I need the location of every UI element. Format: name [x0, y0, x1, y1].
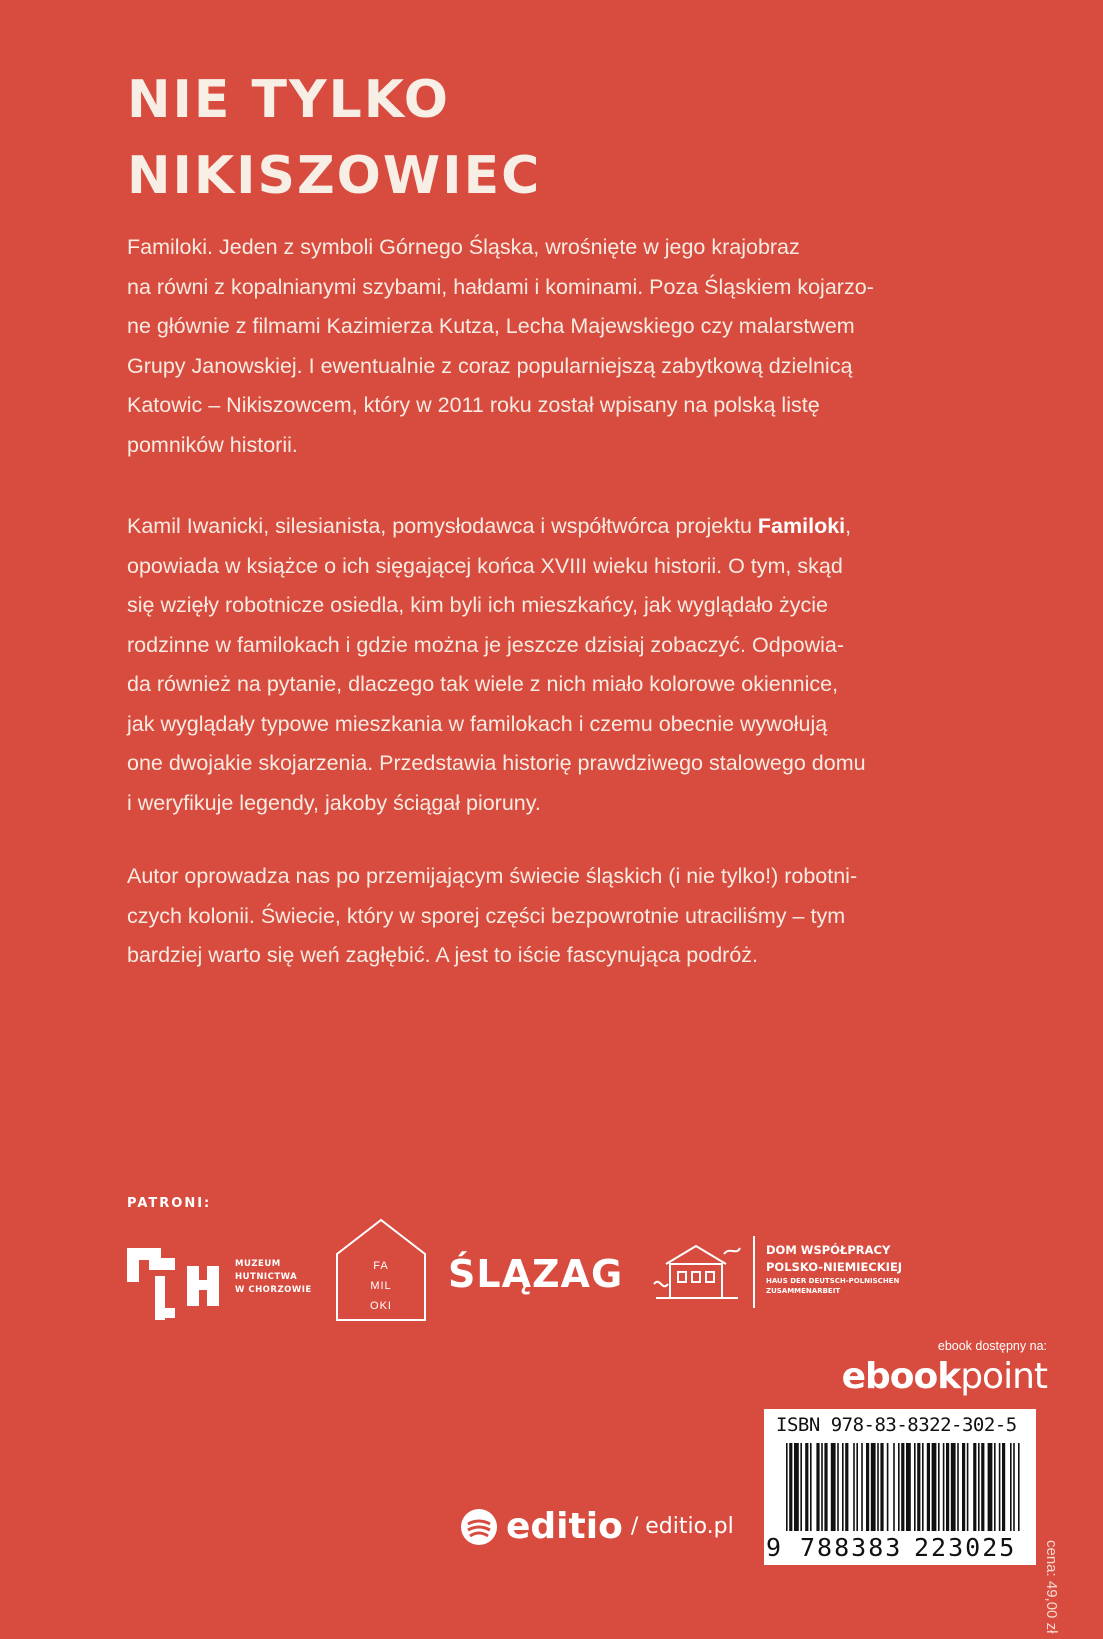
patrons-label: PATRONI: — [127, 1196, 212, 1211]
text-line — [127, 507, 987, 547]
barcode-bar — [831, 1443, 836, 1531]
text-line: Katowic – Nikiszowcem, który w 2011 roku został wpisany na polską listę — [127, 393, 820, 417]
barcode-bar — [824, 1443, 827, 1531]
text-line: pomników historii. — [127, 432, 298, 457]
barcode-bar — [922, 1443, 924, 1531]
text-line: się wzięły robotnicze osiedla, kim byli ich mieszkańcy, jak wyglądało życie — [127, 593, 829, 617]
barcode-bar — [871, 1443, 876, 1531]
building-icon — [652, 1236, 742, 1306]
barcode-group-2: 223025 — [914, 1533, 1017, 1562]
barcode-bar — [842, 1443, 844, 1531]
barcode-bar — [988, 1443, 993, 1531]
blurb-paragraph-2 — [127, 507, 987, 823]
text-line: opowiada w książce o ich sięgającej końca XVIII wieku historii. O tym, skąd — [127, 553, 843, 578]
text-line: na równi z kopalnianymi szybami, hałdami i kominami. Poza Śląskiem kojarzo- — [127, 274, 874, 299]
text-line: one dwojakie skojarzenia. Przedstawia historię prawdziwego stalowego domu — [127, 751, 866, 775]
mh-logo-icon — [127, 1248, 227, 1328]
barcode-bar — [938, 1443, 940, 1531]
barcode-bar — [914, 1443, 916, 1531]
title-line-1: NIE TYLKO — [127, 70, 450, 130]
ebook-note: ebook dostępny na: — [937, 1339, 1047, 1353]
text-line: bardziej warto się weń zagłębić. A jest to iście fascynująca podróż. — [127, 943, 758, 967]
muzeum-name — [235, 1258, 312, 1297]
barcode-bar — [837, 1443, 839, 1531]
text-fragment: , — [845, 514, 852, 538]
price: cena: 49,00 zł — [1043, 1540, 1060, 1634]
ebookpoint-logo — [842, 1356, 1047, 1397]
barcode-bar — [877, 1443, 879, 1531]
barcode-bar — [810, 1443, 812, 1531]
barcode-bar — [866, 1443, 869, 1531]
blurb-paragraph-1 — [127, 228, 987, 465]
barcode-bar — [957, 1443, 959, 1531]
muzeum-line-2: HUTNICTWA — [235, 1272, 298, 1282]
editio-url: / editio.pl — [630, 1514, 734, 1539]
ebook-brand-bold: ebook — [841, 1356, 961, 1397]
barcode-bar — [962, 1443, 965, 1531]
familoki-logo — [335, 1218, 427, 1322]
text-line: Grupy Janowskiej. I ewentualnie z coraz popularniejszą zabytkową dzielnicą — [127, 353, 853, 378]
barcode-bar — [821, 1443, 823, 1531]
dom-line-1: DOM WSPÓŁPRACY — [766, 1243, 891, 1257]
text-line: ne głównie z filmami Kazimierza Kutza, Lecha Majewskiego czy malarstwem — [127, 314, 855, 338]
barcode-bar — [893, 1443, 895, 1531]
barcode-bar — [999, 1443, 1001, 1531]
barcode-bar — [898, 1443, 900, 1531]
barcode-bar — [816, 1443, 819, 1531]
barcode-bar — [906, 1443, 911, 1531]
text-fragment: Kamil Iwanicki, silesianista, pomysłodawca i współtwórca projektu — [127, 514, 758, 538]
barcode-digit-first: 9 — [766, 1533, 782, 1562]
dom-line-4: ZUSAMMENARBEIT — [766, 1287, 841, 1295]
barcode-bar — [880, 1443, 883, 1531]
barcode-bar — [981, 1443, 984, 1531]
barcode-bar — [994, 1443, 996, 1531]
barcode-bar — [973, 1443, 976, 1531]
barcode-bar — [1002, 1443, 1005, 1531]
muzeum-line-3: W CHORZOWIE — [235, 1285, 312, 1295]
barcode-bar — [856, 1443, 858, 1531]
project-name: Familoki — [757, 514, 846, 538]
text-line: i weryfikuje legendy, jakoby ściągał pioruny. — [127, 790, 541, 815]
barcode-bar — [861, 1443, 863, 1531]
dom-line-3: HAUS DER DEUTSCH-POLNISCHEN — [766, 1277, 900, 1285]
barcode-bar — [794, 1443, 799, 1531]
text-line: Autor oprowadza nas po przemijającym świecie śląskich (i nie tylko!) robotni- — [127, 864, 858, 888]
blurb-paragraph-3 — [127, 857, 987, 976]
muzeum-logo — [127, 1248, 327, 1328]
barcode-bar — [1010, 1443, 1012, 1531]
text-line: da również na pytanie, dlaczego tak wiele z nich miało kolorowe okiennice, — [127, 672, 839, 696]
title-line-2: NIKISZOWIEC — [127, 146, 542, 206]
dom-wspolpracy-logo — [652, 1236, 912, 1314]
editio-brand: editio — [506, 1506, 623, 1547]
barcode-bar — [853, 1443, 855, 1531]
dom-line-2: POLSKO-NIEMIECKIEJ — [766, 1260, 903, 1274]
barcode-bar — [887, 1443, 889, 1531]
ebook-brand-light: point — [960, 1356, 1047, 1397]
slazag-logo: ŚLĄZAG — [448, 1252, 624, 1296]
text-line: Familoki. Jeden z symboli Górnego Śląska, wrośnięte w jego krajobraz — [127, 235, 800, 259]
text-line: jak wyglądały typowe mieszkania w familokach i czemu obecnie wywołują — [127, 711, 828, 736]
dom-name — [766, 1242, 902, 1296]
barcode-bar — [978, 1443, 980, 1531]
familoki-text — [335, 1256, 427, 1316]
familoki-line-2: MIL — [370, 1280, 392, 1292]
barcode-bar — [800, 1443, 802, 1531]
barcode-bar — [943, 1443, 945, 1531]
barcode-bar — [845, 1443, 848, 1531]
muzeum-line-1: MUZEUM — [235, 1259, 281, 1269]
barcode-bar — [946, 1443, 949, 1531]
familoki-line-3: OKI — [370, 1300, 392, 1312]
text-line: czych kolonii. Świecie, który w sporej części bezpowrotnie utraciliśmy – tym — [127, 903, 846, 928]
barcode-bar — [789, 1443, 792, 1531]
barcode-bar — [1013, 1443, 1015, 1531]
editio-logo — [460, 1506, 734, 1547]
barcode-bar — [786, 1443, 788, 1531]
divider — [753, 1236, 755, 1308]
editio-mark-icon — [460, 1508, 498, 1546]
barcode-group-1: 788383 — [800, 1533, 903, 1562]
barcode-bar — [927, 1443, 930, 1531]
barcode-bar — [951, 1443, 956, 1531]
barcode-bar — [805, 1443, 808, 1531]
barcode-bar — [917, 1443, 920, 1531]
book-title — [127, 62, 541, 214]
barcode-bar — [967, 1443, 969, 1531]
barcode-bar — [901, 1443, 904, 1531]
barcode-bar — [1018, 1443, 1020, 1531]
familoki-line-1: FA — [373, 1260, 389, 1272]
text-line: rodzinne w familokach i gdzie można je jeszcze dzisiaj zobaczyć. Odpowia- — [127, 632, 844, 657]
barcode-bar — [932, 1443, 937, 1531]
isbn-text: ISBN 978-83-8322-302-5 — [776, 1414, 1017, 1436]
isbn-barcode — [764, 1409, 1036, 1565]
